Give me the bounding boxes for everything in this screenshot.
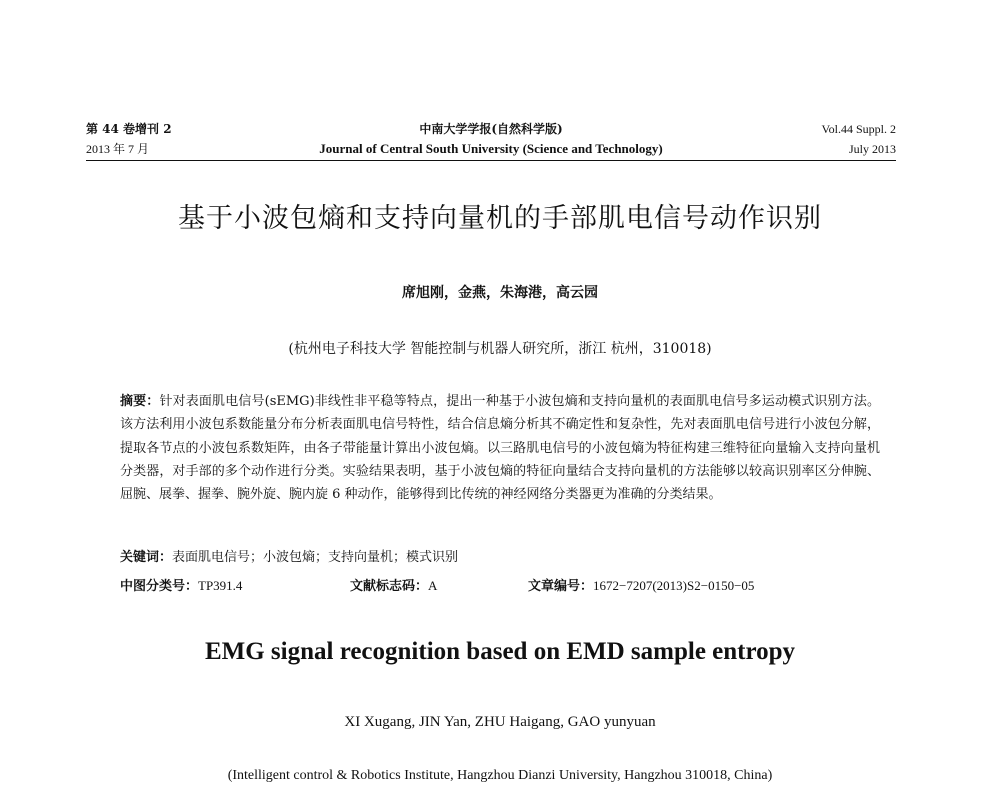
document-code-value: A: [428, 578, 438, 593]
volume-en: Vol.44 Suppl. 2: [821, 122, 896, 136]
date-cn: 2013 年 7 月: [86, 142, 150, 156]
clc-number: [120, 577, 242, 596]
journal-name-en: Journal of Central South University (Science and Technology): [319, 141, 663, 156]
abstract-block: [120, 390, 880, 506]
keywords-line: [120, 549, 458, 567]
header-rule: [86, 160, 896, 161]
article-number-value: 1672−7207(2013)S2−0150−05: [593, 578, 755, 593]
affiliation-en: (Intelligent control & Robotics Institute, Hangzhou Dianzi University, Hangzhou 310018, China): [227, 768, 773, 783]
document-code-label: 文献标志码：: [350, 579, 429, 594]
article-number-label: 文章编号：: [528, 579, 594, 594]
keywords-label: 关键词：: [120, 550, 173, 565]
journal-name-cn: 中南大学学报(自然科学版): [419, 122, 563, 136]
authors-en: XI Xugang, JIN Yan, ZHU Haigang, GAO yunyuan: [344, 714, 656, 730]
clc-value: TP391.4: [198, 578, 243, 593]
volume-cn: 第 44 卷增刊 2: [86, 122, 172, 136]
paper-title-en: EMG signal recognition based on EMD sample entropy: [204, 638, 796, 665]
keywords-text: 表面肌电信号；小波包熵；支持向量机；模式识别: [172, 550, 459, 565]
clc-label: 中图分类号：: [120, 579, 199, 594]
paper-title-cn: 基于小波包熵和支持向量机的手部肌电信号动作识别: [178, 203, 822, 234]
abstract-text: 针对表面肌电信号(sEMG)非线性非平稳等特点，提出一种基于小波包熵和支持向量机的表面肌电信号多运动模式识别方法。该方法利用小波包系数能量分布分析表面肌电信号特性，结合信息熵分析其不确定性和复杂性，先对表面肌电信号进行小波包分解，提取各节点的小波包系数矩阵，由各子带能量计算出小波包熵。以三路肌电信号的小波包熵为特征构建三维特征向量输入支持向量机分类器，对手部的多个动作进行分类。实验结果表明，基于小波包熵的特征向量结合支持向量机的方法能够以较高识别率区分伸腕、屈腕、展拳、握拳、腕外旋、腕内旋 6 种动作，能够得到比传统的神经网络分类器更为准确的分类结果。: [120, 394, 880, 503]
document-code: [350, 577, 437, 596]
abstract-label: 摘要：: [120, 394, 160, 409]
date-en: July 2013: [848, 142, 896, 156]
authors-cn: 席旭刚，金燕，朱海港，高云园: [402, 285, 598, 301]
article-number: [528, 577, 754, 596]
affiliation-cn: (杭州电子科技大学 智能控制与机器人研究所，浙江 杭州，310018): [288, 341, 712, 357]
